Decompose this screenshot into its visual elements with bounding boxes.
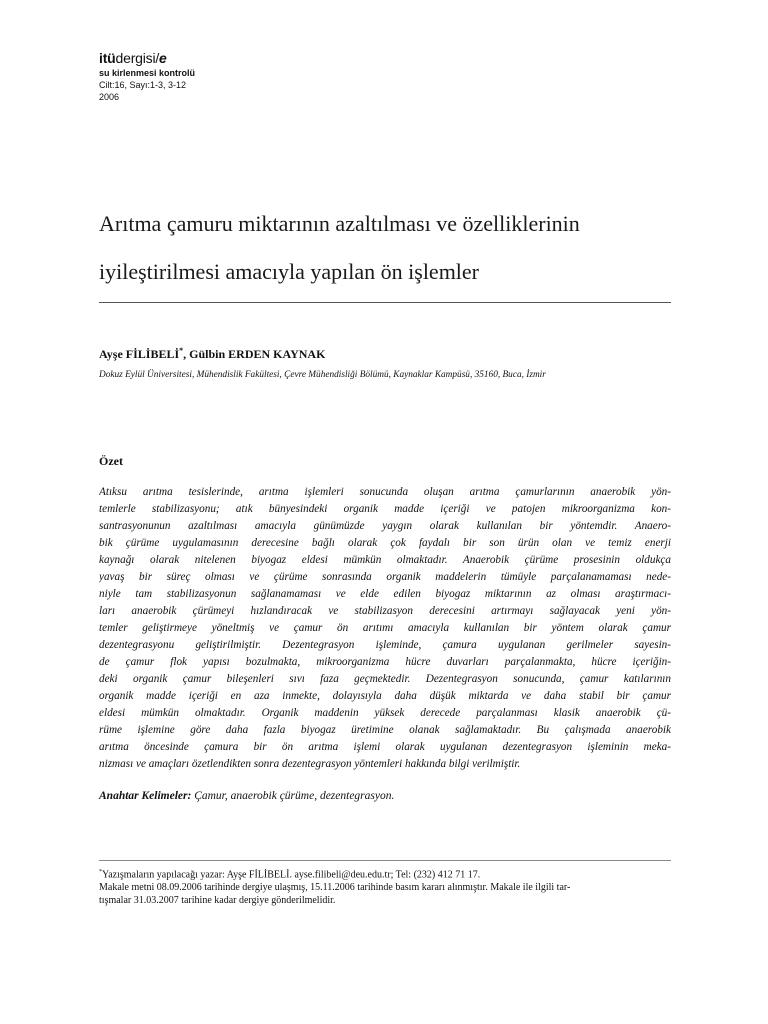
abstract-line: santrasyonunun azaltılması amacıyla günümüzde yaygın olarak kullanılan bir yöntemdir. Anaero- bbox=[99, 520, 671, 532]
author-list bbox=[99, 343, 325, 362]
corresponding-author-mark: * bbox=[179, 346, 184, 355]
journal-name bbox=[99, 50, 195, 66]
abstract-line: temlerle stabilizasyonu; atık bünyesindeki organik madde içeriği ve patojen mikroorganizma kon- bbox=[99, 503, 671, 515]
keywords bbox=[99, 788, 394, 804]
author-2: Gülbin ERDEN KAYNAK bbox=[189, 347, 326, 361]
footnote-line-1 bbox=[99, 866, 671, 881]
footnote-divider bbox=[99, 860, 671, 861]
journal-masthead bbox=[99, 50, 195, 103]
abstract-line: niyle tam stabilizasyonun sağlanamaması ve elde edilen biyogaz miktarının az olması araştırmacı- bbox=[99, 588, 671, 600]
keywords-label: Anahtar Kelimeler: bbox=[99, 790, 192, 802]
paper-title bbox=[99, 200, 699, 296]
author-separator: , bbox=[183, 347, 190, 361]
abstract-line: temler geliştirmeye yöneltmiş ve çamur ön arıtımı amacıyla kullanılan bir yöntem olarak çamur bbox=[99, 622, 671, 634]
footnote-mark: * bbox=[99, 869, 102, 875]
abstract-line: bik çürüme uygulamasının derecesine bağlı olarak çok faydalı bir son ürün olan ve temiz enerji bbox=[99, 537, 671, 549]
abstract-line: organik madde içeriği en aza inmekte, dolayısıyla daha düşük miktarda ve daha stabil bir çamur bbox=[99, 690, 671, 702]
abstract-line: dezentegrasyonu geliştirilmiştir. Dezentegrasyon işleminde, çamura uygulanan gerilmeler sayesin- bbox=[99, 639, 671, 651]
abstract-line: Atıksu arıtma tesislerinde, arıtma işlemleri sonucunda oluşan arıtma çamurlarının anaerobik yön- bbox=[99, 486, 671, 498]
affiliation: Dokuz Eylül Üniversitesi, Mühendislik Fakültesi, Çevre Mühendisliği Bölümü, Kaynaklar Kampüsü, 35160, Buca, İzmir bbox=[99, 370, 546, 380]
abstract-line: rüme işlemine göre daha fazla biyogaz üretimine olanak sağlamaktadır. Bu çalışmada anaerobik bbox=[99, 724, 671, 736]
journal-year: 2006 bbox=[99, 92, 120, 102]
footnote-correspondence: Yazışmaların yapılacağı yazar: Ayşe FİLİBELİ. ayse.filibeli@deu.edu.tr; Tel: (232) 412 71 17. bbox=[102, 869, 481, 881]
abstract-line: kaynağı olarak nitelenen biyogaz eldesi mümkün olmaktadır. Anaerobik çürüme prosesinin oldukça bbox=[99, 554, 671, 566]
abstract-line: eldesi mümkün olmaktadır. Organik maddenin yüksek derecede parçalanması klasik anaerobik çü- bbox=[99, 707, 671, 719]
abstract-line: de çamur flok yapısı bozulmakta, mikroorganizma hücre duvarları parçalanmakta, hücre içeriğin- bbox=[99, 656, 671, 668]
paper-title-line-2: iyileştirilmesi amacıyla yapılan ön işlemler bbox=[99, 259, 480, 284]
footnote bbox=[99, 866, 671, 907]
author-1: Ayşe FİLİBELİ bbox=[99, 347, 180, 361]
journal-name-regular: dergisi/ bbox=[115, 50, 160, 66]
abstract-line: yavaş bir süreç olması ve çürüme sonrasında organik maddelerin tümüyle parçalanamaması nede- bbox=[99, 571, 671, 583]
journal-issue: Cilt:16, Sayı:1-3, 3-12 bbox=[99, 80, 187, 90]
journal-name-italic: e bbox=[159, 50, 167, 66]
journal-series: su kirlenmesi kontrolü bbox=[99, 68, 196, 78]
abstract-line: arıtma öncesinde çamura bir ön arıtma işlemi olarak uygulanan dezentegrasyon işleminin meka- bbox=[99, 741, 671, 753]
footnote-line-2: Makale metni 08.09.2006 tarihinde dergiye ulaşmış, 15.11.2006 tarihinde basım kararı alınmıştır. Makale ile ilgili tar- bbox=[99, 882, 571, 894]
paper-title-line-1: Arıtma çamuru miktarının azaltılması ve özelliklerinin bbox=[99, 211, 580, 236]
footnote-line-3: tışmalar 31.03.2007 tarihine kadar dergiye gönderilmelidir. bbox=[99, 895, 336, 907]
abstract-heading: Özet bbox=[99, 454, 123, 468]
title-divider bbox=[99, 302, 671, 303]
journal-name-bold: itü bbox=[99, 50, 116, 66]
abstract-line: nizması ve amaçları özetlendikten sonra dezentegrasyon yöntemleri hakkında bilgi verilmiştir. bbox=[99, 758, 521, 770]
abstract-body bbox=[99, 484, 671, 773]
keywords-text: Çamur, anaerobik çürüme, dezentegrasyon. bbox=[191, 790, 395, 802]
abstract-line: deki organik çamur bileşenleri sıvı faza geçmektedir. Dezentegrasyon sonucunda, çamur katılarının bbox=[99, 673, 671, 685]
abstract-line: ları anaerobik çürümeyi hızlandıracak ve stabilizasyon derecesini artırmayı sağlayacak yeni yön- bbox=[99, 605, 671, 617]
